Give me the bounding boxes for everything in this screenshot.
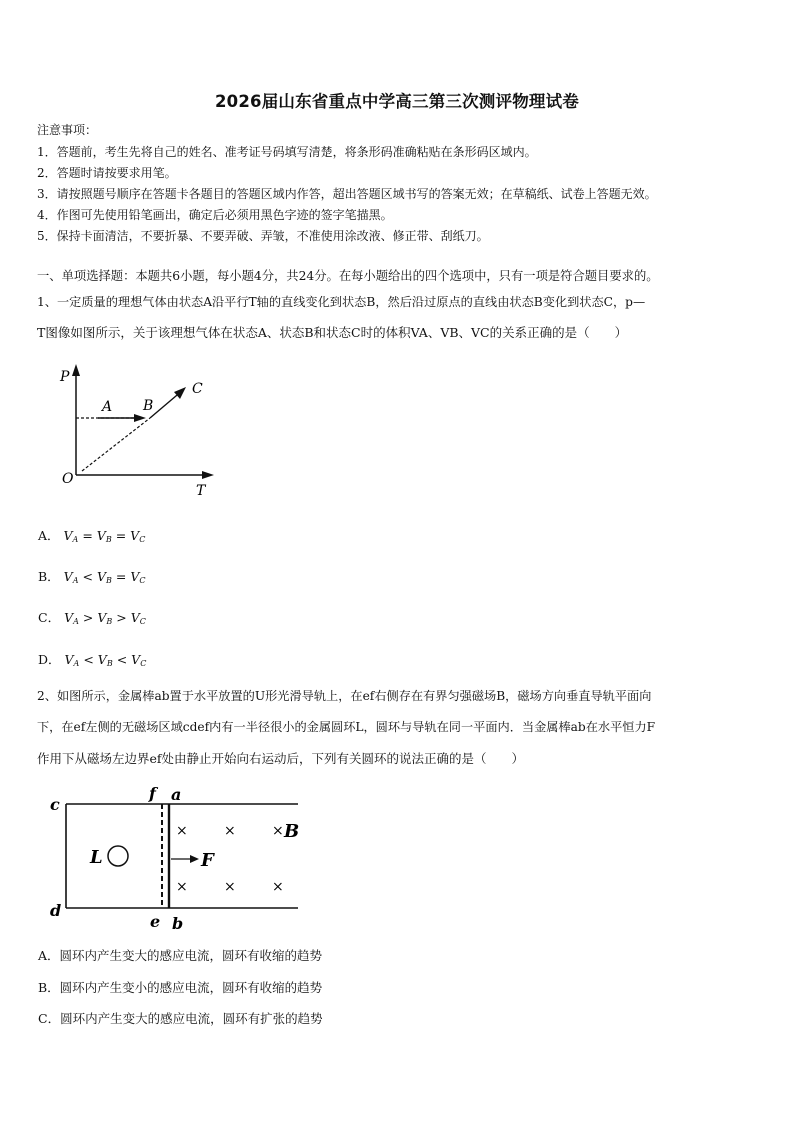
q1-stem-line1: 1、一定质量的理想气体由状态A沿平行T轴的直线变化到状态B，然后沿过原点的直线由状态B变化到状态C，p— [37, 295, 646, 309]
field-cross: × [272, 879, 284, 895]
label-field-b: B [284, 821, 300, 842]
q2-option-a[interactable]: A．圆环内产生变大的感应电流，圆环有收缩的趋势 [38, 948, 323, 963]
q1-option-c[interactable]: C． $V_A > V_B > V_C$ [38, 610, 146, 626]
notice-heading: 注意事项： [37, 123, 98, 137]
field-cross: × [224, 823, 236, 839]
label-ring: L [90, 847, 103, 868]
notice-item: 4．作图可先使用铅笔画出，确定后必须用黑色字迹的签字笔描黑。 [37, 208, 393, 222]
notice-item: 1．答题前，考生先将自己的姓名、准考证号码填写清楚，将条形码准确粘贴在条形码区域内。 [37, 145, 537, 159]
field-cross: × [224, 879, 236, 895]
p-label: P [60, 369, 70, 385]
label-d: d [50, 901, 62, 920]
field-cross: × [272, 823, 284, 839]
label-force: F [201, 850, 214, 871]
q1-pt-diagram [56, 362, 226, 502]
notice-item: 2．答题时请按要求用笔。 [37, 166, 177, 180]
q2-stem-line2: 下，在ef左侧的无磁场区域cdef内有一半径很小的金属圆环L，圆环与导轨在同一平面内．当金属棒ab在水平恒力F [37, 720, 656, 734]
label-b: b [172, 914, 184, 932]
metal-ring [108, 846, 128, 866]
q2-stem-line1: 2、如图所示，金属棒ab置于水平放置的U形光滑导轨上，在ef右侧存在有界匀强磁场B，磁场方向垂直导轨平面向 [37, 689, 652, 703]
q1-option-b[interactable]: B． $V_A < V_B = V_C$ [38, 569, 146, 585]
state-a-label: A [102, 399, 113, 415]
q1-stem-line2: T图像如图所示，关于该理想气体在状态A、状态B和状态C时的体积VA、VB、VC的关系正确的是（ ） [37, 325, 628, 340]
label-f: f [149, 784, 156, 803]
dashed-origin-line [82, 418, 150, 471]
q2-stem-line3: 作用下从磁场左边界ef处由静止开始向右运动后，下列有关圆环的说法正确的是（ ） [37, 751, 525, 766]
section-heading: 一、单项选择题：本题共6小题，每小题4分，共24分。在每小题给出的四个选项中，只有一项是符合题目要求的。 [37, 269, 659, 283]
field-cross: × [176, 879, 188, 895]
arrow-ab [134, 414, 146, 422]
q2-option-b[interactable]: B．圆环内产生变小的感应电流，圆环有收缩的趋势 [38, 980, 323, 995]
page-title: 2026届山东省重点中学高三第三次测评物理试卷 [214, 92, 580, 111]
q1-option-d[interactable]: D． $V_A < V_B < V_C$ [38, 652, 147, 668]
label-c: c [50, 795, 60, 814]
p-axis-arrow [72, 364, 80, 376]
q1-option-a[interactable]: A． $V_A = V_B = V_C$ [38, 528, 146, 544]
origin-label: O [62, 471, 74, 487]
state-c-label: C [192, 381, 203, 397]
notice-item: 3．请按照题号顺序在答题卡各题目的答题区域内作答，超出答题区域书写的答案无效；在草稿纸、试卷上答题无效。 [37, 187, 657, 201]
q2-rail-diagram [46, 782, 311, 932]
t-axis-arrow [202, 471, 214, 479]
notice-item: 5．保持卡面清洁，不要折暴、不要弄破、弄皱，不准使用涂改液、修正带、刮纸刀。 [37, 229, 489, 243]
arrow-bc [174, 387, 186, 399]
t-label: T [196, 483, 206, 499]
force-arrow-head [190, 855, 199, 863]
state-b-label: B [143, 398, 154, 414]
label-e: e [150, 912, 161, 931]
q2-option-c[interactable]: C．圆环内产生变大的感应电流，圆环有扩张的趋势 [38, 1011, 323, 1026]
field-cross: × [176, 823, 188, 839]
label-a: a [171, 785, 182, 804]
